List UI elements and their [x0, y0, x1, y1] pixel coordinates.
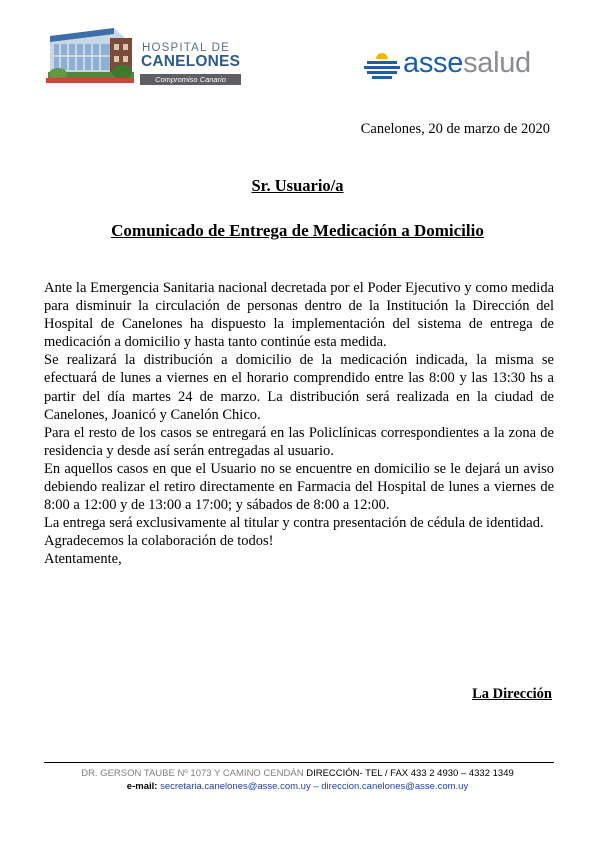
document-date: Canelones, 20 de marzo de 2020 — [360, 121, 550, 137]
asse-salud-logo — [363, 46, 563, 80]
hospital-logo-line2: CANELONES — [141, 53, 241, 70]
footer-address-line — [0, 767, 595, 780]
footer-address: DR. GERSON TAUBE Nº 1073 Y CAMINO CENDÁN — [81, 768, 304, 779]
footer-phone: DIRECCIÓN- TEL / FAX 433 2 4930 – 4332 1349 — [306, 768, 514, 779]
body-paragraph: Agradecemos la colaboración de todos! — [44, 533, 274, 550]
hospital-logo-tagline: Compromiso Canario — [140, 74, 241, 85]
body-paragraph: Se realizará la distribución a domicilio de la medicación indicada, la misma se efectuará de lunes a viernes en el horario comprendido entre las 8:00 y las 13:30 hs a partir del día martes 24 de marzo. La distribución será realizada en la ciudad de Canelones, Joanicó y Canelón Chico. — [44, 352, 554, 423]
footer-email-links[interactable]: secretaria.canelones@asse.com.uy – direccion.canelones@asse.com.uy — [160, 781, 469, 792]
asse-salud-wordmark — [403, 48, 531, 78]
hospital-canelones-logo — [44, 22, 244, 88]
document-body — [44, 279, 554, 569]
hospital-logo-line1: HOSPITAL DE — [142, 42, 230, 54]
footer-email-label: e-mail: — [126, 781, 158, 792]
footer-email-line — [0, 780, 595, 793]
salud-word: salud — [463, 47, 531, 79]
asse-word: asse — [403, 47, 464, 79]
signature: La Dirección — [472, 686, 552, 702]
body-paragraph: Atentamente, — [44, 551, 122, 568]
footer — [0, 767, 595, 793]
body-paragraph: La entrega será exclusivamente al titular y contra presentación de cédula de identidad. — [44, 515, 544, 532]
body-paragraph: En aquellos casos en que el Usuario no se encuentre en domicilio se le dejará un aviso debiendo realizar el retiro directamente en Farmacia del Hospital de lunes a viernes de 8:00 a 12:00 y de 13:00 a 17:00; y sábados de 8:00 a 12:00. — [44, 460, 554, 514]
body-paragraph: Ante la Emergencia Sanitaria nacional decretada por el Poder Ejecutivo y como medida para disminuir la circulación de personas dentro de la Institución la Dirección del Hospital de Canelones ha dispuesto la implementación del sistema de entrega de medicación a domicilio y hasta tanto continúe esta medida. — [44, 280, 554, 351]
document-title: Comunicado de Entrega de Medicación a Domicilio — [111, 221, 484, 240]
hospital-building-icon — [44, 26, 136, 86]
body-paragraph: Para el resto de los casos se entregará en las Policlínicas correspondientes a la zona de residencia y desde así serán entregadas al usuario. — [44, 424, 554, 459]
salutation: Sr. Usuario/a — [251, 176, 344, 195]
asse-logo-icon — [363, 46, 401, 80]
footer-divider — [44, 762, 554, 763]
